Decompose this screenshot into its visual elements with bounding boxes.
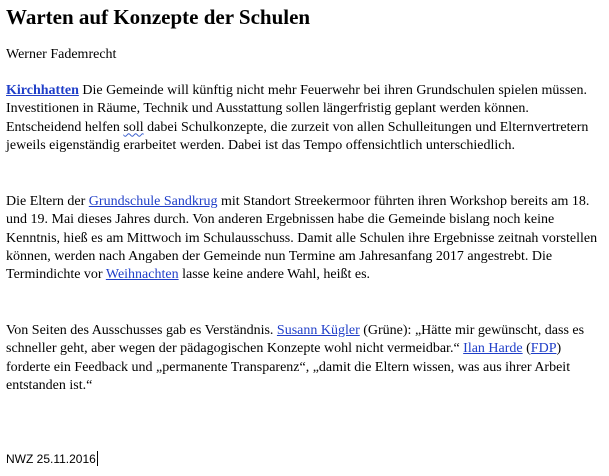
paragraph-2-text-a: Die Eltern der (6, 194, 89, 209)
source-footer[interactable] (6, 451, 98, 467)
link-kirchhatten[interactable]: Kirchhatten (6, 83, 79, 98)
paragraph-2-text-c: lasse keine andere Wahl, heißt es. (178, 267, 371, 283)
spellcheck-word: soll (123, 119, 144, 135)
article-author: Werner Fademrecht (6, 47, 117, 62)
link-grundschule-sandkrug[interactable]: Grundschule Sandkrug (88, 194, 218, 209)
paragraph-1-text-a: Die Gemeinde will künftig nicht mehr Feuerwehr bei ihren Grundschulen spielen müssen. Investitionen in Räume, Technik und Ausstattung sollen längerfristig geplant werden können. Entscheidend helfen (6, 83, 588, 135)
paragraph-3-text-d: ) forderte ein Feedback und „permanente Transparenz“, „damit die Eltern wissen, was aus ihrer Arbeit entstanden ist.“ (6, 341, 571, 393)
text-cursor (97, 451, 98, 466)
link-weihnachten[interactable]: Weihnachten (105, 267, 179, 283)
paragraph-3-text-a: Von Seiten des Ausschusses gab es Verständnis. (6, 323, 277, 338)
paragraph-3-text-c: ( (522, 341, 531, 357)
article-title: Warten auf Konzepte der Schulen (6, 5, 311, 29)
paragraph-3 (6, 322, 604, 395)
link-fdp[interactable]: FDP (530, 341, 557, 357)
link-ilan-harde[interactable]: Ilan Harde (463, 341, 523, 357)
source-label: NWZ 25.11.2016 (6, 452, 96, 466)
link-susann-kuegler[interactable]: Susann Kügler (276, 323, 360, 338)
paragraph-1 (6, 82, 604, 155)
paragraph-1-text-b: dabei Schulkonzepte, die zurzeit von allen Schulleitungen und Elternvertretern jeweils eigenständig erarbeitet werden. Dabei ist das Tempo offensichtlich unterschiedlich. (6, 119, 589, 153)
paragraph-2 (6, 193, 604, 284)
paragraph-3-text-b: (Grüne): „Hätte mir gewünscht, dass es schneller geht, aber wegen der pädagogischen Konzepte wohl nicht vermeidbar.“ (6, 323, 585, 357)
paragraph-2-text-b: mit Standort Streekermoor führten ihren Workshop bereits am 18. und 19. Mai dieses Jahres durch. Von anderen Ergebnissen habe die Gemeinde bislang noch keine Kenntnis, hieß es am Mittwoch im Schulausschuss. Damit alle Schulen ihre Ergebnisse zeitnah vorstellen können, werden nach Angaben der Gemeinde nun Termine am Jahresanfang 2017 angestrebt. Die Termindichte vor (6, 194, 598, 283)
